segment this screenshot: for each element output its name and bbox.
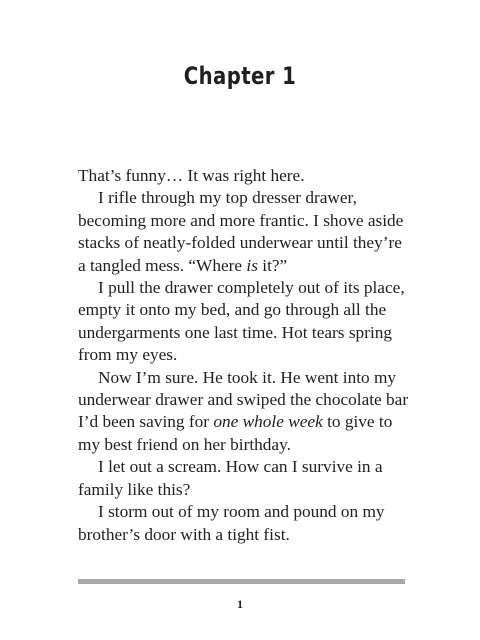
- text-run: That’s funny… It was right here.: [78, 166, 305, 185]
- text-run: I pull the drawer completely out of its place, empty it onto my bed, and go through all the undergarments one last time. Hot tears spring from my eyes.: [78, 278, 405, 365]
- emphasized-text: is: [246, 255, 258, 275]
- footer-rule: [78, 579, 405, 584]
- emphasized-text: one whole week: [213, 412, 323, 432]
- text-run: I let out a scream. How can I survive in a family like this?: [78, 457, 383, 499]
- paragraph: [78, 456, 410, 501]
- text-run: it?”: [257, 255, 288, 275]
- paragraph: [78, 165, 410, 187]
- chapter-body: [78, 165, 410, 546]
- chapter-title: Chapter 1: [183, 62, 297, 90]
- text-run: I storm out of my room and pound on my brother’s door with a tight fist.: [78, 502, 385, 544]
- text-run: Now I’m sure. He took it. He went into my underwear drawer and swiped the chocolate bar I’d been saving for: [78, 367, 409, 432]
- text-run: to give to my best friend on her birthday.: [78, 412, 393, 454]
- paragraph: [78, 367, 410, 457]
- paragraph: [78, 187, 410, 277]
- text-run: I rifle through my top dresser drawer, becoming more and more frantic. I shove aside stacks of neatly-folded underwear until they’re a tangled mess. “Where: [78, 188, 404, 275]
- paragraph: [78, 277, 410, 367]
- page-number: 1: [237, 597, 243, 611]
- paragraph: [78, 501, 410, 546]
